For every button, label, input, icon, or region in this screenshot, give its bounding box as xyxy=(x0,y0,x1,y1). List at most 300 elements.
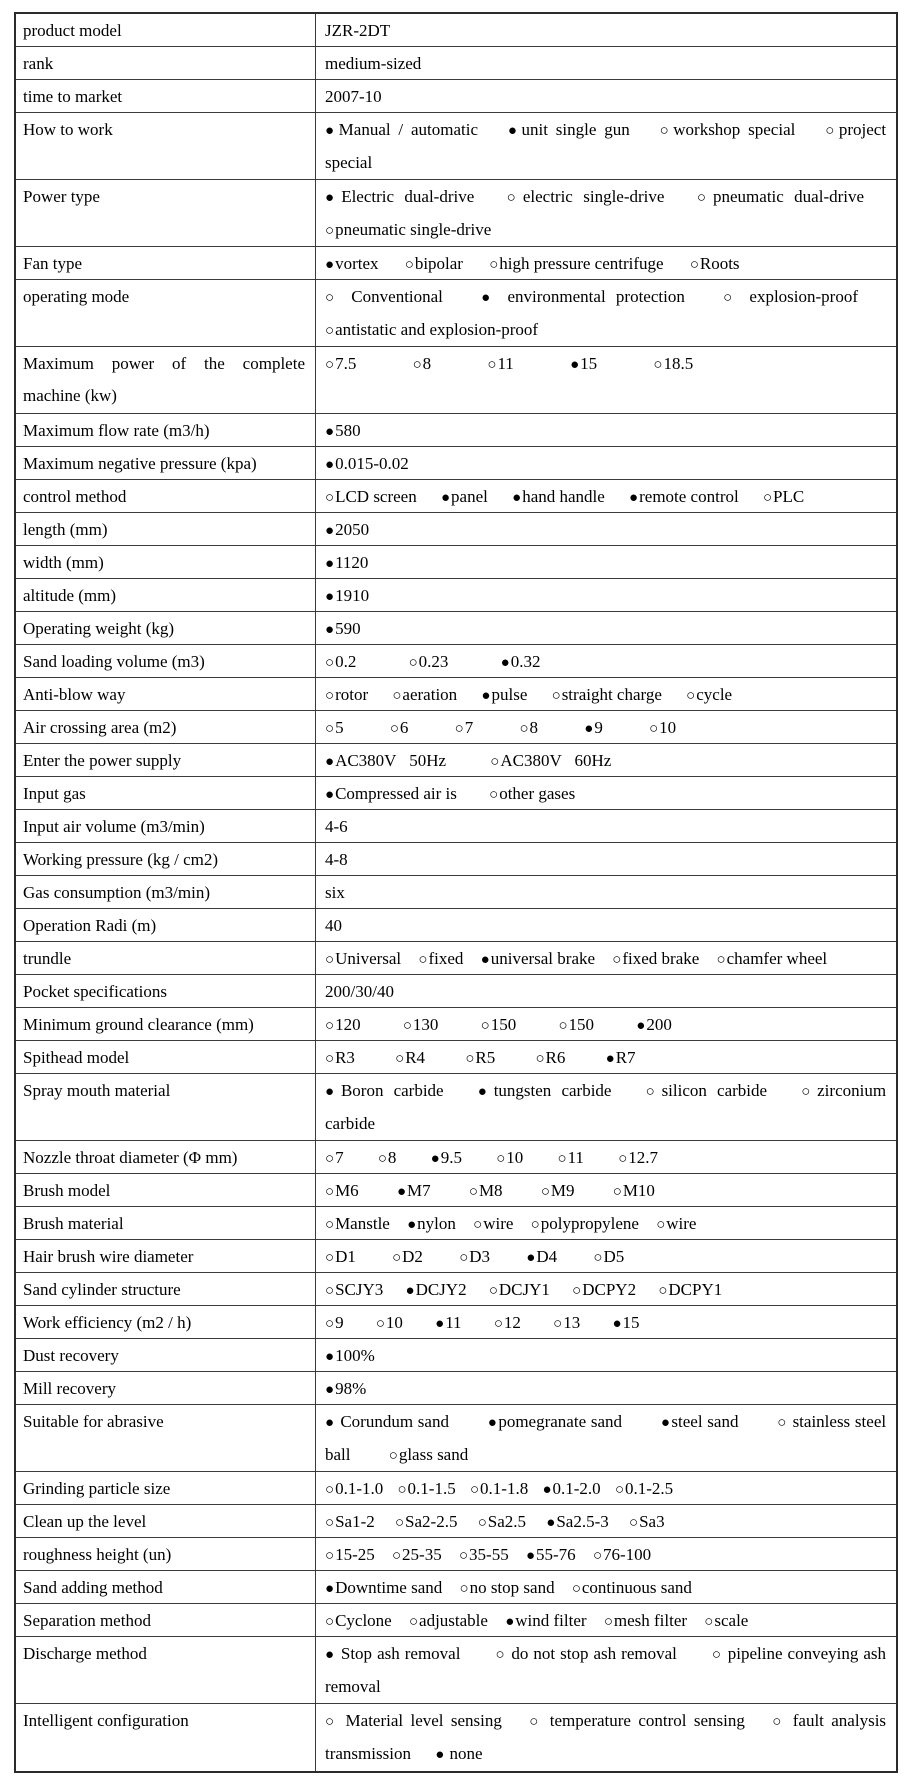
option: ○scale xyxy=(704,1611,749,1630)
spec-label: Dust recovery xyxy=(16,1339,316,1371)
spec-value xyxy=(316,1704,896,1771)
radio-filled-icon: ● xyxy=(325,1581,335,1597)
table-row xyxy=(16,579,896,612)
spec-label: Brush model xyxy=(16,1174,316,1206)
radio-open-icon: ○ xyxy=(325,1714,338,1730)
radio-open-icon: ○ xyxy=(325,1482,335,1498)
radio-filled-icon: ● xyxy=(325,556,335,572)
option-selected: ●pomegranate sand xyxy=(487,1412,623,1431)
table-row xyxy=(16,180,896,247)
spec-label: Discharge method xyxy=(16,1637,316,1703)
option: ○120 xyxy=(325,1015,361,1034)
radio-open-icon: ○ xyxy=(469,1482,480,1498)
radio-open-icon: ○ xyxy=(325,323,335,339)
spec-label: How to work xyxy=(16,113,316,179)
option: ○9 xyxy=(325,1313,344,1332)
option-selected: ●steel sand xyxy=(660,1412,739,1431)
option: ○pneumatic single-drive xyxy=(325,220,492,239)
table-row xyxy=(16,1604,896,1637)
spec-label: Grinding particle size xyxy=(16,1472,316,1504)
radio-filled-icon: ● xyxy=(325,1349,335,1365)
radio-open-icon: ○ xyxy=(458,1548,469,1564)
spec-label: Brush material xyxy=(16,1207,316,1239)
option-selected: ●panel xyxy=(440,487,488,506)
radio-open-icon: ○ xyxy=(777,1415,787,1431)
spec-value: 4-6 xyxy=(325,817,348,836)
option-selected: ●unit single gun xyxy=(507,120,630,139)
radio-open-icon: ○ xyxy=(557,1151,567,1167)
option: ○130 xyxy=(402,1015,439,1034)
option: ○fixed brake xyxy=(612,949,700,968)
option: ○fixed xyxy=(418,949,464,968)
option: ○150 xyxy=(480,1015,517,1034)
radio-filled-icon: ● xyxy=(325,1415,335,1431)
spec-value xyxy=(316,612,896,644)
spec-value xyxy=(316,1141,896,1173)
radio-open-icon: ○ xyxy=(325,688,335,704)
radio-filled-icon: ● xyxy=(325,1084,340,1100)
option: ○R6 xyxy=(535,1048,566,1067)
table-row xyxy=(16,80,896,113)
radio-open-icon: ○ xyxy=(325,1614,335,1630)
spec-value xyxy=(316,480,896,512)
table-row xyxy=(16,1704,896,1771)
option: ○antistatic and explosion-proof xyxy=(325,320,539,339)
option-selected: ●580 xyxy=(325,421,361,440)
spec-label: Operating weight (kg) xyxy=(16,612,316,644)
radio-filled-icon: ● xyxy=(505,1614,515,1630)
spec-value xyxy=(316,180,896,246)
radio-open-icon: ○ xyxy=(656,1217,666,1233)
spec-label: roughness height (un) xyxy=(16,1538,316,1570)
option: ○DCJY1 xyxy=(488,1280,550,1299)
radio-open-icon: ○ xyxy=(716,952,726,968)
spec-label: Maximum power of the complete machine (kw) xyxy=(16,347,316,413)
spec-value: six xyxy=(325,883,345,902)
option: ○zirconium carbide xyxy=(325,1081,887,1133)
radio-open-icon: ○ xyxy=(468,1184,478,1200)
spec-value xyxy=(316,513,896,545)
radio-open-icon: ○ xyxy=(689,257,699,273)
radio-filled-icon: ● xyxy=(526,1250,536,1266)
table-row xyxy=(16,414,896,447)
option: ○15-25 xyxy=(325,1545,375,1564)
spec-label: Suitable for abrasive xyxy=(16,1405,316,1471)
radio-open-icon: ○ xyxy=(723,290,739,306)
option: ○M10 xyxy=(612,1181,655,1200)
option: ○ pipeline conveying ash removal xyxy=(325,1644,887,1696)
spec-value xyxy=(316,1240,896,1272)
option: ○polypropylene xyxy=(530,1214,639,1233)
option: ○0.1-2.5 xyxy=(614,1479,674,1498)
table-row xyxy=(16,1041,896,1074)
spec-value: JZR-2DT xyxy=(325,21,391,40)
option: ○0.1-1.0 xyxy=(325,1479,384,1498)
radio-open-icon: ○ xyxy=(825,123,838,139)
option: ○Manstle xyxy=(325,1214,390,1233)
option: ○electric single-drive xyxy=(506,187,665,206)
option-selected: ●0.32 xyxy=(500,652,541,671)
option-selected: ●100% xyxy=(325,1346,375,1365)
spec-value xyxy=(316,414,896,446)
option: ○10 xyxy=(375,1313,403,1332)
radio-filled-icon: ● xyxy=(500,655,510,671)
spec-value: 40 xyxy=(325,916,342,935)
table-row xyxy=(16,1174,896,1207)
spec-value xyxy=(316,1008,896,1040)
radio-open-icon: ○ xyxy=(375,1316,385,1332)
spec-label: operating mode xyxy=(16,280,316,346)
radio-open-icon: ○ xyxy=(614,1482,624,1498)
radio-open-icon: ○ xyxy=(540,1184,550,1200)
option-selected: ●hand handle xyxy=(512,487,605,506)
radio-open-icon: ○ xyxy=(325,223,335,239)
option-selected: ●55-76 xyxy=(525,1545,576,1564)
radio-open-icon: ○ xyxy=(496,1151,506,1167)
option: ○D5 xyxy=(593,1247,625,1266)
radio-filled-icon: ● xyxy=(481,290,497,306)
option-selected: ●2050 xyxy=(325,520,370,539)
option: ○8 xyxy=(519,718,538,737)
spec-value xyxy=(316,1505,896,1537)
radio-open-icon: ○ xyxy=(592,1548,602,1564)
radio-open-icon: ○ xyxy=(603,1614,613,1630)
spec-value xyxy=(316,347,896,413)
table-row xyxy=(16,876,896,909)
option: ○R4 xyxy=(395,1048,426,1067)
table-row xyxy=(16,1074,896,1141)
radio-open-icon: ○ xyxy=(571,1581,581,1597)
radio-open-icon: ○ xyxy=(572,1283,582,1299)
spec-value xyxy=(316,1472,896,1504)
radio-filled-icon: ● xyxy=(325,457,335,473)
spec-value: medium-sized xyxy=(325,54,422,73)
table-row xyxy=(16,1372,896,1405)
radio-filled-icon: ● xyxy=(512,490,522,506)
table-row xyxy=(16,711,896,744)
radio-filled-icon: ● xyxy=(325,123,338,139)
spec-label: Intelligent configuration xyxy=(16,1704,316,1771)
table-row xyxy=(16,1240,896,1273)
radio-filled-icon: ● xyxy=(435,1747,445,1763)
option-selected: ●tungsten carbide xyxy=(477,1081,612,1100)
radio-open-icon: ○ xyxy=(490,754,500,770)
option-selected: ●Boron carbide xyxy=(325,1081,444,1100)
radio-filled-icon: ● xyxy=(407,1217,417,1233)
radio-filled-icon: ● xyxy=(325,424,335,440)
spec-label: Nozzle throat diameter (Φ mm) xyxy=(16,1141,316,1173)
radio-open-icon: ○ xyxy=(489,787,499,803)
option-selected: ●Compressed air is xyxy=(325,784,457,803)
option: ○Sa1-2 xyxy=(325,1512,375,1531)
spec-label: length (mm) xyxy=(16,513,316,545)
spec-label: Enter the power supply xyxy=(16,744,316,776)
option: ○ explosion-proof xyxy=(723,287,858,306)
table-row xyxy=(16,777,896,810)
option: ○glass sand xyxy=(388,1445,469,1464)
spec-value: 200/30/40 xyxy=(325,982,394,1001)
radio-open-icon: ○ xyxy=(801,1084,817,1100)
option: ○pneumatic dual-drive xyxy=(696,187,865,206)
option: ○0.23 xyxy=(408,652,449,671)
spec-value xyxy=(316,1306,896,1338)
option-selected: ● Corundum sand xyxy=(325,1412,449,1431)
option: ○0.1-1.5 xyxy=(397,1479,456,1498)
option: ○no stop sand xyxy=(459,1578,555,1597)
spec-label: rank xyxy=(16,47,316,79)
spec-label: Anti-blow way xyxy=(16,678,316,710)
radio-open-icon: ○ xyxy=(704,1614,714,1630)
spec-label: product model xyxy=(16,14,316,46)
radio-open-icon: ○ xyxy=(762,490,773,506)
table-row xyxy=(16,513,896,546)
option: ○Sa3 xyxy=(629,1512,665,1531)
radio-filled-icon: ● xyxy=(507,123,521,139)
option-selected: ●15 xyxy=(570,354,598,373)
radio-filled-icon: ● xyxy=(480,952,490,968)
spec-value xyxy=(316,579,896,611)
radio-filled-icon: ● xyxy=(405,1283,415,1299)
radio-filled-icon: ● xyxy=(325,257,335,273)
spec-value xyxy=(316,942,896,974)
spec-label: Minimum ground clearance (mm) xyxy=(16,1008,316,1040)
option: ○7 xyxy=(325,1148,344,1167)
table-row xyxy=(16,942,896,975)
option: ○6 xyxy=(389,718,409,737)
radio-filled-icon: ● xyxy=(477,1084,493,1100)
radio-open-icon: ○ xyxy=(325,1217,335,1233)
radio-open-icon: ○ xyxy=(477,1515,487,1531)
spec-value xyxy=(316,1339,896,1371)
spec-value xyxy=(316,1405,896,1471)
option-selected: ●9.5 xyxy=(430,1148,462,1167)
option: ○aeration xyxy=(392,685,458,704)
option-selected: ●M7 xyxy=(396,1181,431,1200)
option: ○bipolar xyxy=(404,254,463,273)
radio-open-icon: ○ xyxy=(377,1151,387,1167)
option: ○D2 xyxy=(392,1247,423,1266)
radio-open-icon: ○ xyxy=(493,1316,503,1332)
table-row xyxy=(16,1306,896,1339)
spec-label: Spithead model xyxy=(16,1041,316,1073)
spec-label: Sand loading volume (m3) xyxy=(16,645,316,677)
radio-open-icon: ○ xyxy=(487,357,497,373)
radio-filled-icon: ● xyxy=(325,622,335,638)
radio-open-icon: ○ xyxy=(553,1316,563,1332)
radio-open-icon: ○ xyxy=(404,257,414,273)
spec-value xyxy=(316,1174,896,1206)
radio-filled-icon: ● xyxy=(430,1151,440,1167)
radio-open-icon: ○ xyxy=(418,952,428,968)
spec-label: Fan type xyxy=(16,247,316,279)
table-row xyxy=(16,1207,896,1240)
spec-value xyxy=(316,1273,896,1305)
option: ○ Conventional xyxy=(325,287,443,306)
option-selected: ●Manual / automatic xyxy=(325,120,479,139)
option: ○wire xyxy=(473,1214,514,1233)
option: ○Cyclone xyxy=(325,1611,392,1630)
radio-open-icon: ○ xyxy=(325,1051,335,1067)
radio-open-icon: ○ xyxy=(325,290,341,306)
option: ○76-100 xyxy=(592,1545,652,1564)
radio-open-icon: ○ xyxy=(325,1184,335,1200)
radio-filled-icon: ● xyxy=(325,754,335,770)
radio-open-icon: ○ xyxy=(612,952,622,968)
radio-filled-icon: ● xyxy=(636,1018,646,1034)
option: ○Sa2.5 xyxy=(477,1512,527,1531)
radio-filled-icon: ● xyxy=(612,1316,622,1332)
spec-label: Input air volume (m3/min) xyxy=(16,810,316,842)
option: ○13 xyxy=(553,1313,581,1332)
table-row xyxy=(16,1339,896,1372)
radio-filled-icon: ● xyxy=(584,721,594,737)
option: ○11 xyxy=(487,354,514,373)
radio-open-icon: ○ xyxy=(454,721,464,737)
radio-open-icon: ○ xyxy=(618,1151,628,1167)
option: ○AC380V 60Hz xyxy=(490,751,612,770)
spec-value xyxy=(316,777,896,809)
radio-open-icon: ○ xyxy=(325,655,335,671)
radio-open-icon: ○ xyxy=(412,357,422,373)
radio-open-icon: ○ xyxy=(408,655,418,671)
radio-open-icon: ○ xyxy=(529,1714,542,1730)
radio-open-icon: ○ xyxy=(711,1647,722,1663)
option: ○project special xyxy=(325,120,887,172)
option-selected: ●DCJY2 xyxy=(405,1280,467,1299)
option-selected: ●pulse xyxy=(481,685,528,704)
radio-filled-icon: ● xyxy=(325,787,335,803)
option: ○7.5 xyxy=(325,354,357,373)
radio-filled-icon: ● xyxy=(325,1382,335,1398)
radio-open-icon: ○ xyxy=(325,1548,335,1564)
spec-label: Power type xyxy=(16,180,316,246)
radio-open-icon: ○ xyxy=(388,1448,398,1464)
option: ○ do not stop ash removal xyxy=(495,1644,677,1663)
radio-filled-icon: ● xyxy=(542,1482,552,1498)
table-row xyxy=(16,810,896,843)
option: ○Sa2-2.5 xyxy=(394,1512,458,1531)
table-row xyxy=(16,280,896,347)
radio-open-icon: ○ xyxy=(391,1548,402,1564)
table-row xyxy=(16,480,896,513)
option: ○continuous sand xyxy=(571,1578,692,1597)
table-row xyxy=(16,546,896,579)
option-selected: ●R7 xyxy=(605,1048,636,1067)
radio-open-icon: ○ xyxy=(408,1614,419,1630)
radio-filled-icon: ● xyxy=(325,190,341,206)
option-selected: ●0.1-2.0 xyxy=(542,1479,601,1498)
spec-label: Sand adding method xyxy=(16,1571,316,1603)
radio-open-icon: ○ xyxy=(389,721,399,737)
radio-open-icon: ○ xyxy=(696,190,712,206)
option: ○10 xyxy=(496,1148,524,1167)
radio-filled-icon: ● xyxy=(660,1415,671,1431)
spec-label: Maximum flow rate (m3/h) xyxy=(16,414,316,446)
spec-label: Spray mouth material xyxy=(16,1074,316,1140)
radio-filled-icon: ● xyxy=(325,589,335,605)
option-selected: ●wind filter xyxy=(505,1611,587,1630)
table-row xyxy=(16,1538,896,1571)
table-row xyxy=(16,843,896,876)
spec-value xyxy=(316,744,896,776)
option-selected: ●1120 xyxy=(325,553,369,572)
spec-label: Sand cylinder structure xyxy=(16,1273,316,1305)
radio-open-icon: ○ xyxy=(558,1018,568,1034)
option-selected: ●590 xyxy=(325,619,361,638)
radio-open-icon: ○ xyxy=(459,1250,469,1266)
radio-filled-icon: ● xyxy=(440,490,451,506)
table-row xyxy=(16,1637,896,1704)
option: ○0.2 xyxy=(325,652,357,671)
spec-label: Gas consumption (m3/min) xyxy=(16,876,316,908)
radio-open-icon: ○ xyxy=(325,721,335,737)
spec-label: time to market xyxy=(16,80,316,112)
radio-filled-icon: ● xyxy=(481,688,491,704)
spec-value xyxy=(316,1571,896,1603)
radio-open-icon: ○ xyxy=(653,357,663,373)
radio-open-icon: ○ xyxy=(465,1051,475,1067)
radio-open-icon: ○ xyxy=(325,1151,335,1167)
radio-open-icon: ○ xyxy=(772,1714,785,1730)
spec-value xyxy=(316,447,896,479)
spec-label: width (mm) xyxy=(16,546,316,578)
option: ○high pressure centrifuge xyxy=(489,254,664,273)
radio-open-icon: ○ xyxy=(325,1018,335,1034)
spec-value xyxy=(316,280,896,346)
option-selected: ●98% xyxy=(325,1379,367,1398)
radio-filled-icon: ● xyxy=(396,1184,406,1200)
spec-value xyxy=(316,1041,896,1073)
option-selected: ●9 xyxy=(584,718,603,737)
option-selected: ●nylon xyxy=(407,1214,456,1233)
radio-open-icon: ○ xyxy=(392,688,402,704)
spec-value xyxy=(316,1372,896,1404)
radio-filled-icon: ● xyxy=(435,1316,445,1332)
radio-open-icon: ○ xyxy=(392,1250,402,1266)
radio-open-icon: ○ xyxy=(325,1250,335,1266)
option: ○8 xyxy=(377,1148,397,1167)
option: ○R5 xyxy=(465,1048,496,1067)
option: ○Universal xyxy=(325,949,402,968)
spec-value xyxy=(316,1538,896,1570)
table-row xyxy=(16,1008,896,1041)
radio-open-icon: ○ xyxy=(473,1217,483,1233)
table-row xyxy=(16,1405,896,1472)
spec-value xyxy=(316,113,896,179)
spec-label: Maximum negative pressure (kpa) xyxy=(16,447,316,479)
option-selected: ●vortex xyxy=(325,254,379,273)
option: ○11 xyxy=(557,1148,584,1167)
table-row xyxy=(16,47,896,80)
spec-value xyxy=(316,1074,896,1140)
option: ○M9 xyxy=(540,1181,575,1200)
option: ○5 xyxy=(325,718,344,737)
spec-value: 4-8 xyxy=(325,850,348,869)
option: ○R3 xyxy=(325,1048,355,1067)
radio-open-icon: ○ xyxy=(325,1283,335,1299)
radio-open-icon: ○ xyxy=(535,1051,545,1067)
radio-open-icon: ○ xyxy=(495,1647,506,1663)
spec-label: Operation Radi (m) xyxy=(16,909,316,941)
radio-open-icon: ○ xyxy=(519,721,529,737)
option: ○D3 xyxy=(459,1247,491,1266)
radio-open-icon: ○ xyxy=(658,1283,668,1299)
option: ○Roots xyxy=(689,254,740,273)
table-row xyxy=(16,909,896,942)
table-row xyxy=(16,645,896,678)
radio-filled-icon: ● xyxy=(546,1515,556,1531)
radio-filled-icon: ● xyxy=(325,523,335,539)
